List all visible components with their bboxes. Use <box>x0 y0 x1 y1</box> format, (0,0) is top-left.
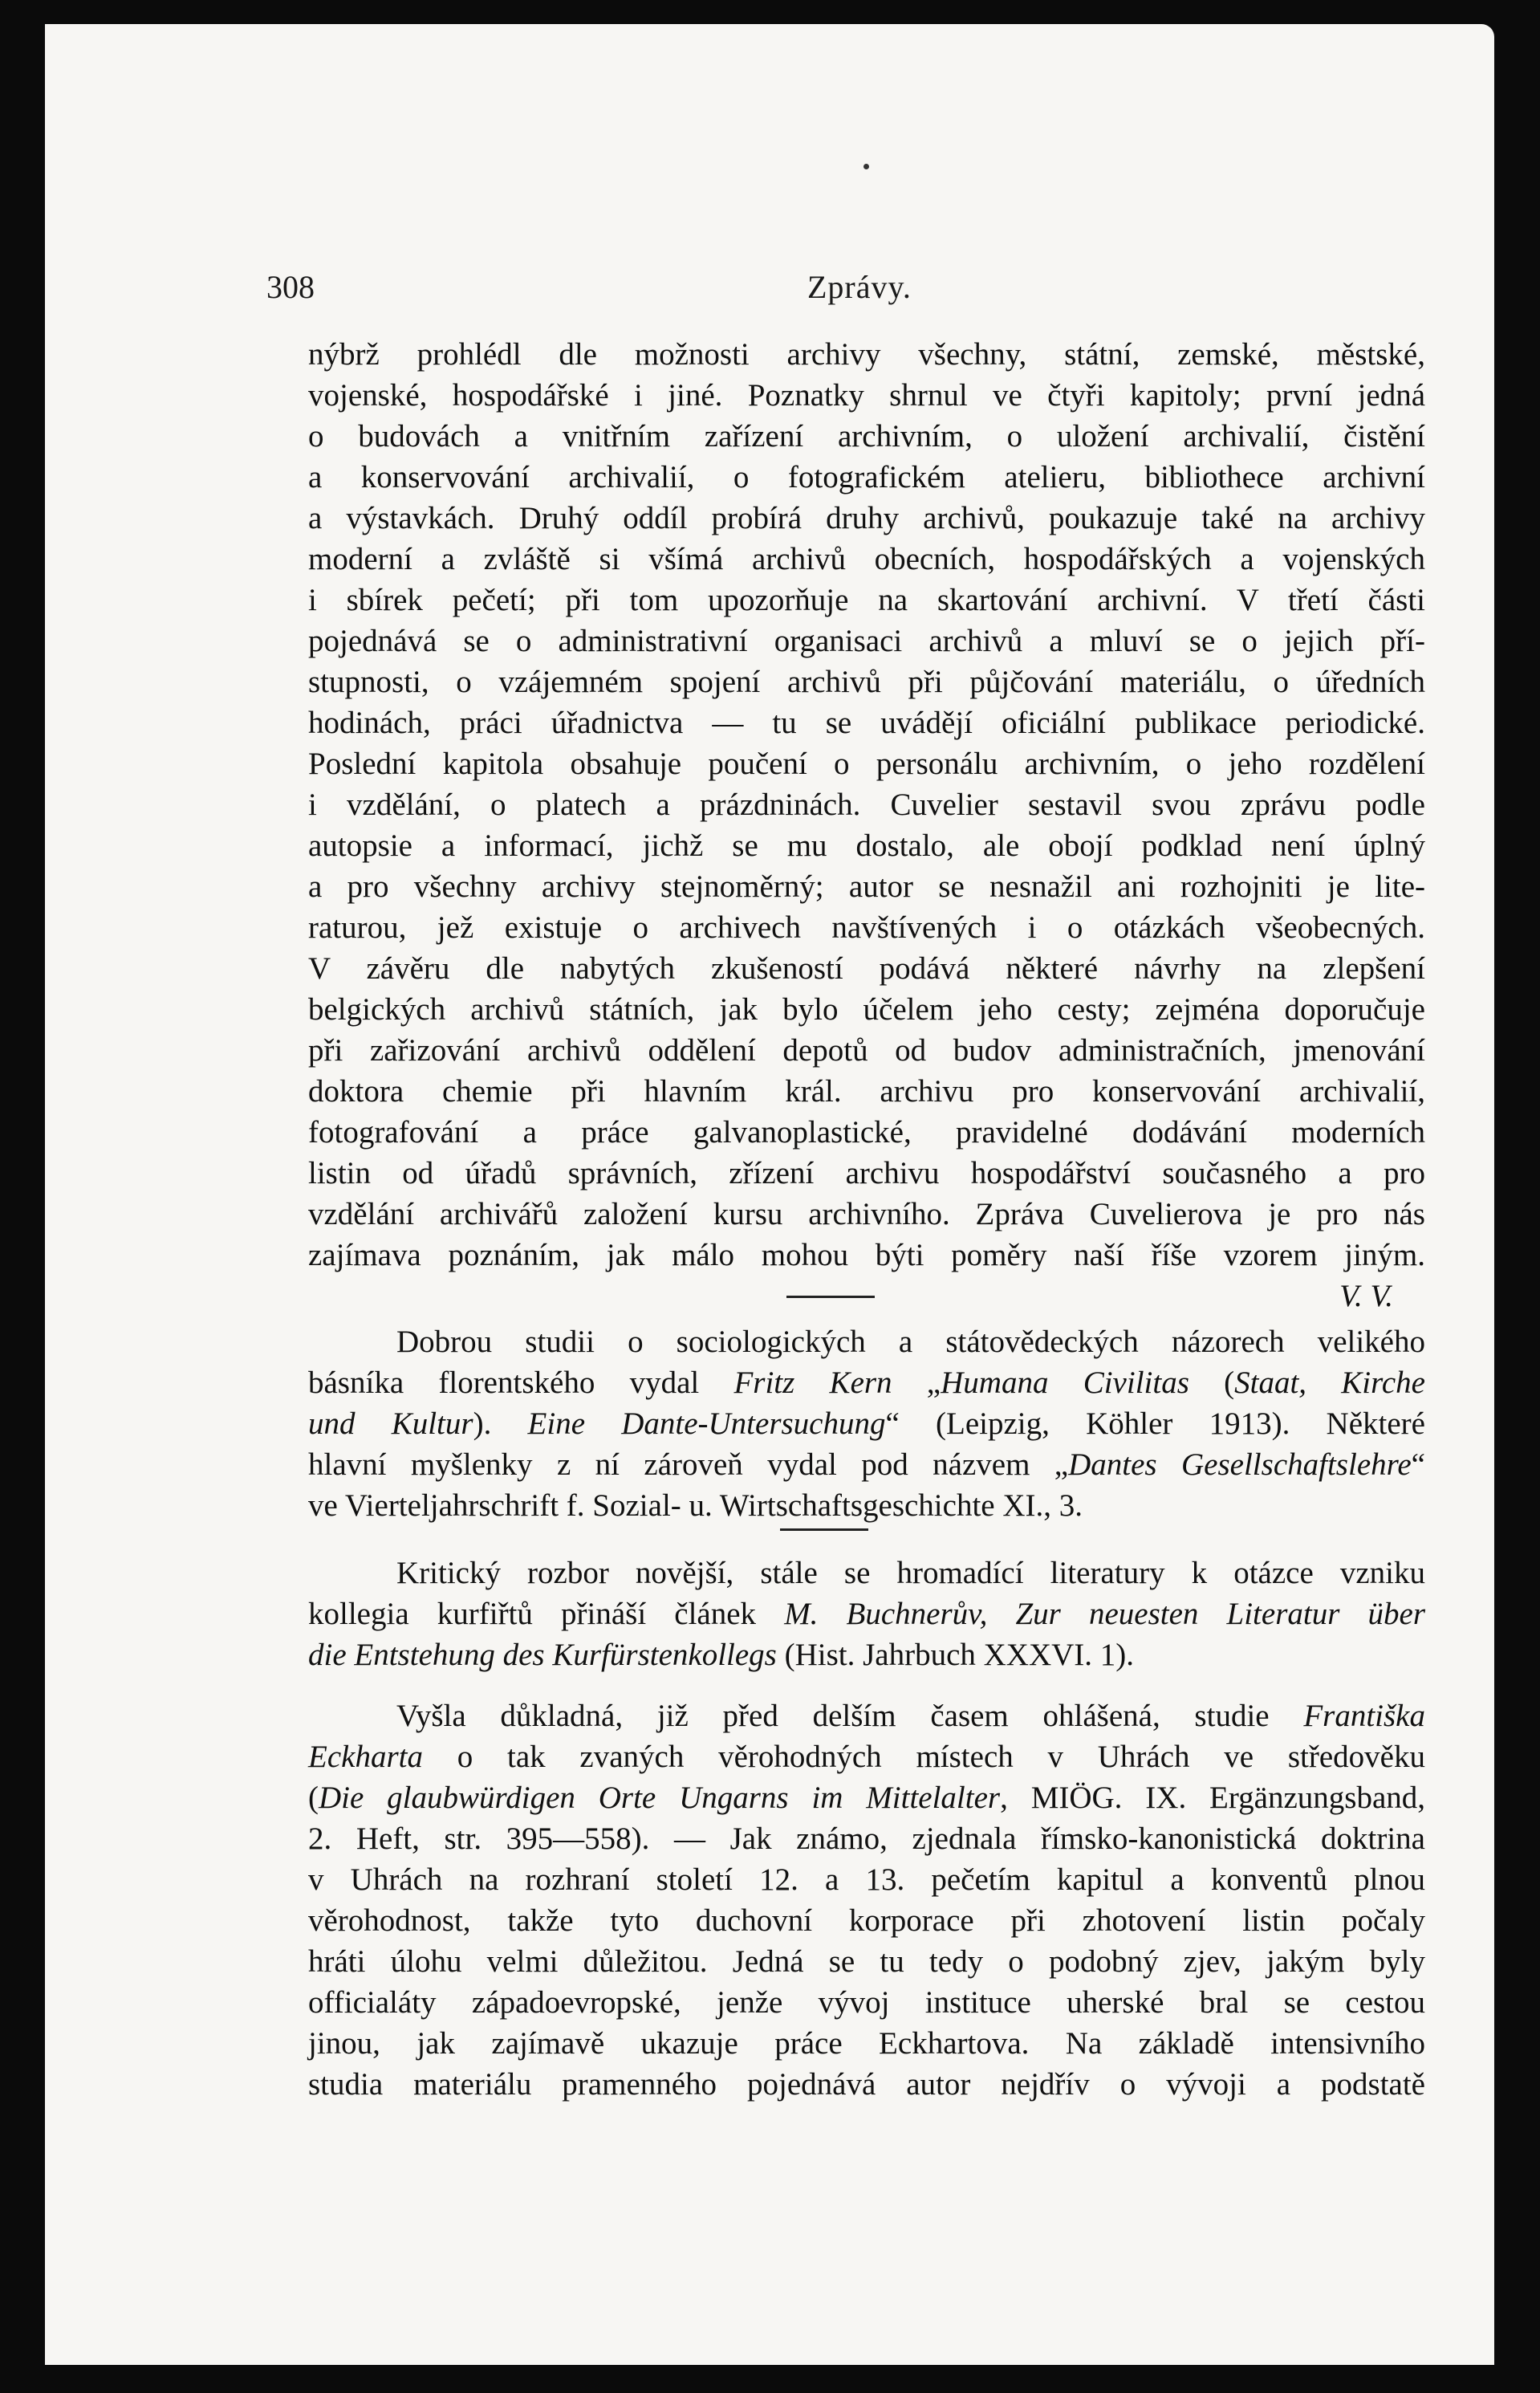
paragraph-2 <box>308 1321 1425 1526</box>
article-title: die Entstehung des Kurfürstenkollegs <box>308 1638 777 1672</box>
text-line: pojednává se o administrativní organisaci archivů a mluví se o jejich pří- <box>308 624 1425 658</box>
text-line: moderní a zvláště si všímá archivů obecních, hospodářských a vojenských <box>308 542 1425 576</box>
text-line: vojenské, hospodářské i jiné. Poznatky shrnul ve čtyři kapitoly; první jedná <box>308 378 1425 413</box>
author-name: Františka <box>1303 1699 1425 1733</box>
book-title: Staat, Kirche <box>1234 1365 1425 1400</box>
paragraph-4 <box>308 1695 1425 2105</box>
text-line: vzdělání archivářů založení kursu archivního. Zpráva Cuvelierova je pro nás <box>308 1197 1425 1231</box>
text-line: stupnosti, o vzájemném spojení archivů při půjčování materiálu, o úředních <box>308 665 1425 699</box>
text-line: při zařizování archivů oddělení depotů od budov administračních, jmenování <box>308 1033 1425 1068</box>
text-line: i vzdělání, o platech a prázdninách. Cuvelier sestavil svou zprávu podle <box>308 787 1425 822</box>
text-line: nýbrž prohlédl dle možnosti archivy všechny, státní, zemské, městské, <box>308 337 1425 372</box>
book-title: und Kultur <box>308 1406 473 1441</box>
text-run: o tak zvaných věrohodných místech v Uhrách ve středověku <box>422 1740 1425 1774</box>
text-line: a výstavkách. Druhý oddíl probírá druhy archivů, poukazuje také na archivy <box>308 501 1425 535</box>
text-line: a pro všechny archivy stejnoměrný; autor se nesnažil ani rozhojniti je lite- <box>308 869 1425 904</box>
text-line: V závěru dle nabytých zkušeností podává některé návrhy na zlepšení <box>308 951 1425 986</box>
author-name: Eckharta <box>308 1740 423 1774</box>
text-line: zajímava poznáním, jak málo mohou býti poměry naší říše vzorem jiným. <box>308 1238 1425 1272</box>
text-line: věrohodnost, takže tyto duchovní korporace při zhotovení listin počaly <box>308 1903 1425 1938</box>
scan-speck <box>863 164 869 169</box>
text-line: a konservování archivalií, o fotografickém atelieru, bibliothece archivní <box>308 460 1425 494</box>
text-line <box>308 1403 1425 1444</box>
author-name: Fritz Kern <box>733 1365 892 1400</box>
text-line: Dobrou studii o sociologických a státovědeckých názorech velikého <box>396 1325 1425 1359</box>
text-run: Vyšla důkladná, již před delším časem ohlášená, studie <box>396 1699 1304 1733</box>
text-line: Kritický rozbor novější, stále se hromadící literatury k otázce vzniku <box>396 1556 1425 1590</box>
text-line <box>308 1777 1425 1818</box>
text-line: v Uhrách na rozhraní století 12. a 13. pečetím kapitul a konventů plnou <box>308 1862 1425 1897</box>
text-line: studia materiálu pramenného pojednává autor nejdřív o vývoji a podstatě <box>308 2067 1425 2102</box>
book-page <box>45 24 1494 2365</box>
text-run: , MIÖG. IX. Ergänzungsband, <box>1000 1781 1426 1815</box>
text-line <box>308 1444 1425 1485</box>
text-line: jinou, jak zajímavě ukazuje práce Eckhartova. Na základě intensivního <box>308 2026 1425 2061</box>
section-divider <box>786 1296 875 1298</box>
text-run: (Hist. Jahrbuch XXXVI. 1). <box>776 1638 1135 1672</box>
text-line: i sbírek pečetí; při tom upozorňuje na skartování archivní. V třetí části <box>308 583 1425 617</box>
page-number: 308 <box>266 269 315 305</box>
text-run: básníka florentského vydal <box>308 1365 734 1400</box>
text-line <box>308 1634 1425 1675</box>
page-header <box>266 268 1424 311</box>
running-head: Zprávy. <box>807 269 912 305</box>
text-line: officialáty západoevropské, jenže vývoj instituce uherské bral se cestou <box>308 1985 1425 2020</box>
text-run: kollegia kurfiřtů přináší článek <box>308 1597 785 1631</box>
text-line: 2. Heft, str. 395—558). — Jak známo, zjednala římsko-kanonistická doktrina <box>308 1821 1425 1856</box>
text-line: hráti úlohu velmi důležitou. Jedná se tu tedy o podobný zjev, jakým byly <box>308 1944 1425 1979</box>
text-line <box>308 1695 1425 1736</box>
text-line: o budovách a vnitřním zařízení archivním, o uložení archivalií, čistění <box>308 419 1425 454</box>
text-line: listin od úřadů správních, zřízení archivu hospodářství současného a pro <box>308 1156 1425 1190</box>
book-title: Eine Dante-Untersuchung <box>527 1406 886 1441</box>
text-line: ve Vierteljahrschrift f. Sozial- u. Wirtschaftsgeschichte XI., 3. <box>308 1488 1083 1523</box>
article-title: M. Buchnerův, Zur neuesten Literatur über <box>784 1597 1426 1631</box>
section-divider <box>780 1528 868 1531</box>
text-run: “ (Leipzig, Köhler 1913). Některé <box>885 1406 1425 1441</box>
book-title: Humana Civilitas <box>941 1365 1189 1400</box>
text-line: doktora chemie při hlavním král. archivu pro konservování archivalií, <box>308 1074 1425 1109</box>
text-line <box>308 1593 1425 1634</box>
book-title: Die glaubwürdigen Orte Ungarns im Mittelalter <box>319 1781 1001 1815</box>
text-line <box>308 1736 1425 1777</box>
text-line: hodinách, práci úřadnictva — tu se uvádějí oficiální publikace periodické. <box>308 706 1425 740</box>
article-title: Dantes Gesellschaftslehre <box>1068 1447 1412 1482</box>
text-run: ( <box>1189 1365 1235 1400</box>
paragraph-1 <box>308 334 1425 1317</box>
paragraph-3 <box>308 1553 1425 1675</box>
author-signature: V. V. <box>1339 1279 1393 1313</box>
text-line: fotografování a práce galvanoplastické, pravidelné dodávání moderních <box>308 1115 1425 1150</box>
text-line: autopsie a informací, jichž se mu dostalo, ale obojí podklad není úplný <box>308 828 1425 863</box>
text-line: belgických archivů státních, jak bylo účelem jeho cesty; zejména doporučuje <box>308 992 1425 1027</box>
text-line: Poslední kapitola obsahuje poučení o personálu archivním, o jeho rozdělení <box>308 747 1425 781</box>
text-run: ). <box>473 1406 528 1441</box>
text-line <box>308 1362 1425 1403</box>
text-run: hlavní myšlenky z ní zároveň vydal pod názvem „ <box>308 1447 1069 1482</box>
text-run: “ <box>1411 1447 1425 1482</box>
text-line: raturou, jež existuje o archivech navštívených i o otázkách všeobecných. <box>308 910 1425 945</box>
text-run: „ <box>892 1365 941 1400</box>
text-run: ( <box>308 1781 319 1815</box>
